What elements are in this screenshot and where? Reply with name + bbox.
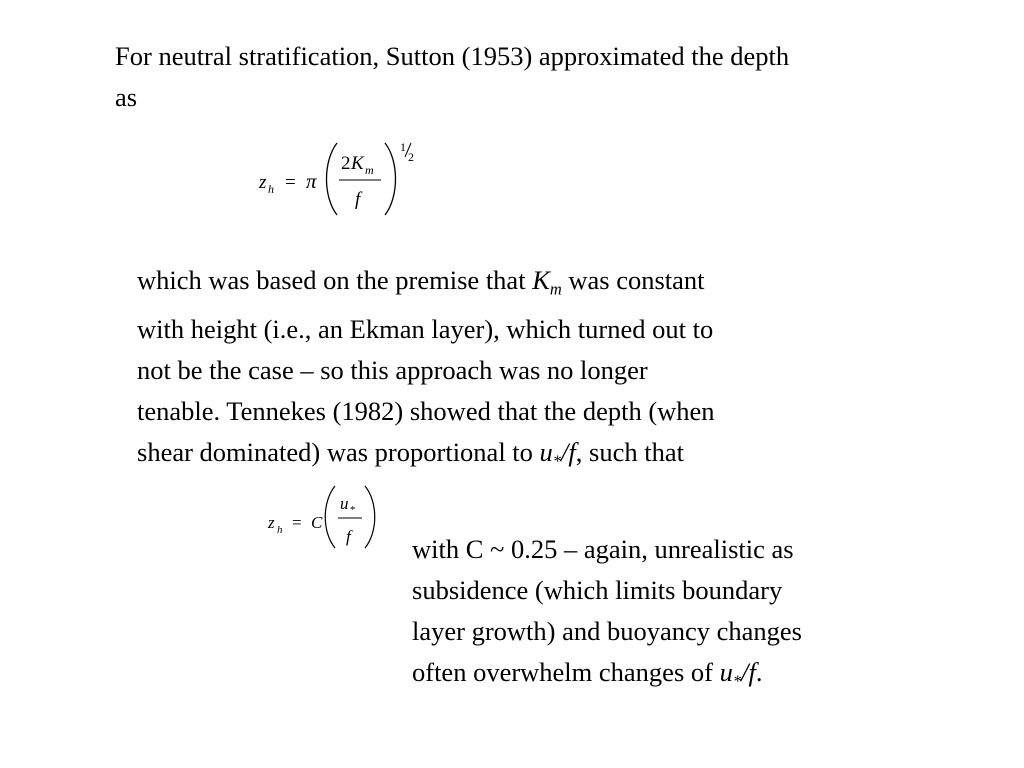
eq1-exponent-num: 1 [400, 140, 406, 154]
eq1-numerator-var: K [351, 153, 364, 174]
body2-line-2: subsidence (which limits boundary [412, 575, 783, 605]
text-run: . [755, 657, 763, 687]
eq1-exponent-den: 2 [408, 150, 414, 164]
eq1-numerator-coef: 2 [341, 153, 351, 174]
symbol-slash: / [741, 657, 749, 687]
symbol-subscript-m: m [549, 279, 562, 299]
text-run: , such that [575, 437, 684, 468]
symbol-subscript-star: * [732, 671, 742, 691]
symbol-f: f [568, 437, 576, 468]
intro-line: For neutral stratification, Sutton (1953) approximated the depth [115, 41, 790, 71]
text-run: was constant [561, 265, 705, 295]
symbol-u: u [539, 437, 553, 468]
symbol-slash: / [561, 437, 569, 468]
text-run: which was based on the premise that [137, 265, 533, 295]
body1-line-4: tenable. Tennekes (1982) showed that the depth (when [137, 396, 715, 427]
text-run: shear dominated) was proportional to [137, 437, 540, 468]
eq2-left-paren [325, 486, 335, 548]
eq1-right-paren [385, 143, 396, 215]
equation-tennekes [265, 482, 385, 554]
body2-line-1: with C ~ 0.25 – again, unrealistic as [412, 534, 794, 564]
symbol-f: f [748, 657, 756, 687]
eq1-numerator-sub: m [365, 163, 374, 177]
eq2-equals: = [292, 513, 302, 532]
body1-line-5 [137, 432, 715, 481]
eq1-left-paren [327, 143, 338, 215]
eq2-lhs-sub: h [277, 524, 283, 536]
eq1-denominator: f [355, 189, 361, 210]
body2-line-3: layer growth) and buoyancy changes [412, 616, 802, 646]
body1-line-2: with height (i.e., an Ekman layer), which turned out to [137, 314, 714, 345]
body-paragraph-1 [137, 260, 715, 482]
intro-paragraph [115, 36, 789, 118]
symbol-u: u [719, 657, 733, 687]
intro-line: as [115, 82, 138, 112]
eq1-lhs-var: z [259, 172, 267, 193]
body1-line-3: not be the case – so this approach was no longer [137, 355, 648, 386]
eq2-numerator-var: u [340, 494, 349, 513]
body2-line-4 [412, 652, 802, 701]
eq2-numerator-sub: * [350, 504, 356, 516]
text-run: often overwhelm changes of [412, 657, 720, 687]
equation-sutton [255, 135, 425, 220]
eq2-coefficient: C [311, 513, 323, 532]
eq2-lhs-var: z [268, 513, 275, 532]
body-paragraph-2 [412, 529, 802, 701]
eq1-equals: = [285, 172, 296, 193]
eq2-right-paren [365, 486, 375, 548]
body1-line-1 [137, 260, 715, 309]
symbol-subscript-star: * [552, 451, 562, 471]
eq1-coefficient: π [306, 169, 317, 193]
symbol-K: K [532, 265, 550, 295]
eq1-lhs-sub: h [268, 182, 274, 196]
eq2-denominator: f [346, 527, 351, 546]
